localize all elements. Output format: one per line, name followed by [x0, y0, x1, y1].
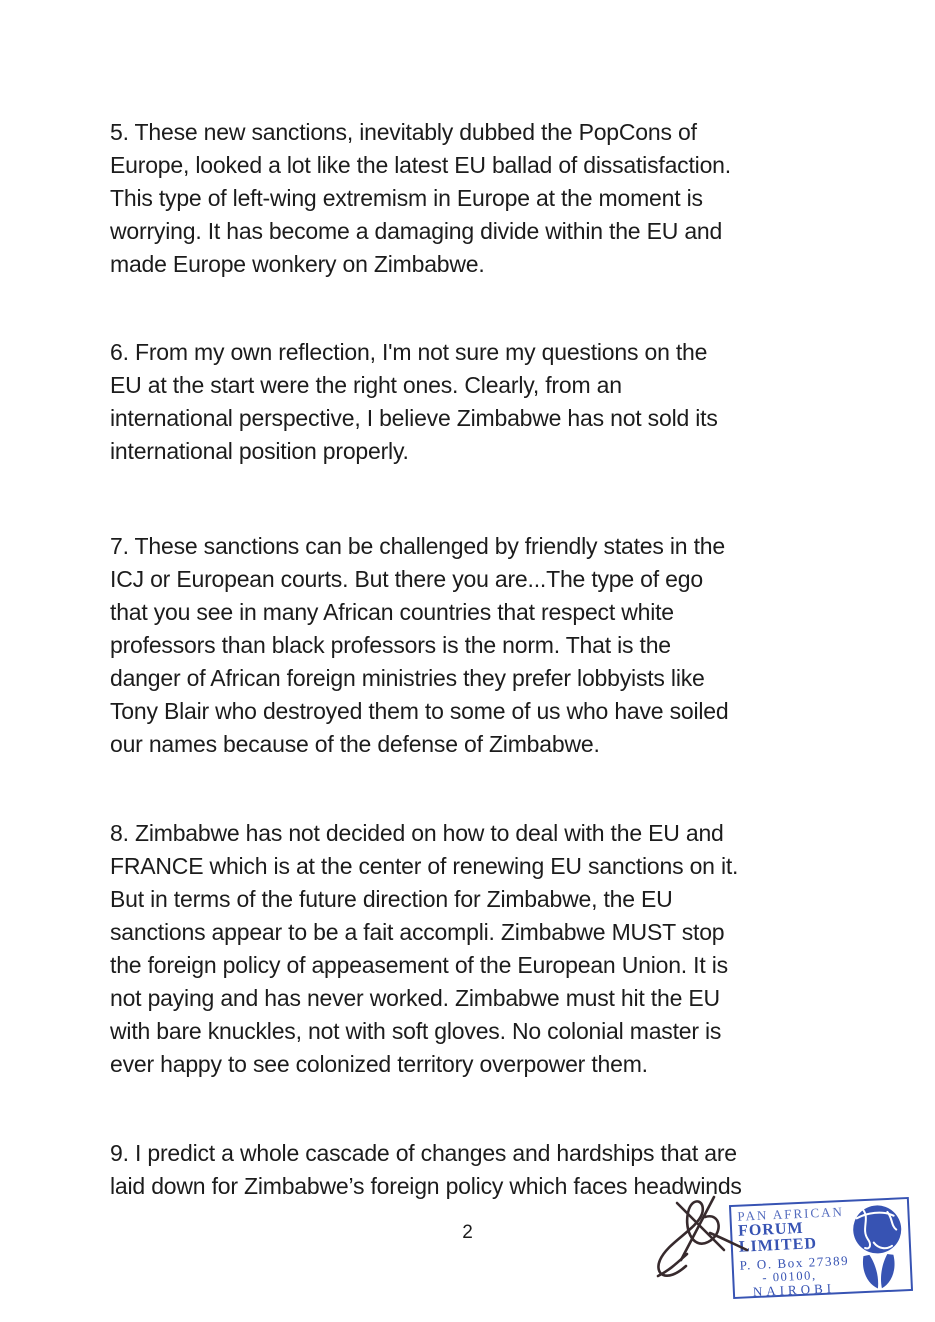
text-line: the foreign policy of appeasement of the European Union. It is	[110, 952, 728, 978]
text-line: ICJ or European courts. But there you are...The type of ego	[110, 566, 703, 592]
globe-with-leaves-icon	[847, 1199, 911, 1292]
paragraph-8	[110, 817, 738, 1081]
text-line: 7. These sanctions can be challenged by friendly states in the	[110, 533, 725, 559]
page-number: 2	[462, 1222, 473, 1243]
text-line: danger of African foreign ministries they prefer lobbyists like	[110, 665, 705, 691]
stamp-address-city: NAIROBI	[752, 1280, 836, 1300]
text-line: our names because of the defense of Zimbabwe.	[110, 731, 600, 757]
text-line: not paying and has never worked. Zimbabwe must hit the EU	[110, 985, 720, 1011]
text-line: made Europe wonkery on Zimbabwe.	[110, 251, 485, 277]
signature-scribble	[650, 1186, 750, 1290]
text-line: 8. Zimbabwe has not decided on how to deal with the EU and	[110, 820, 724, 846]
text-line: international perspective, I believe Zimbabwe has not sold its	[110, 405, 718, 431]
text-line: international position properly.	[110, 438, 409, 464]
text-line: with bare knuckles, not with soft gloves. No colonial master is	[110, 1018, 722, 1044]
text-line: sanctions appear to be a fait accompli. Zimbabwe MUST stop	[110, 919, 725, 945]
text-line: Europe, looked a lot like the latest EU ballad of dissatisfaction.	[110, 152, 731, 178]
text-line: that you see in many African countries that respect white	[110, 599, 674, 625]
stamp-address-pobox: P. O. Box 27389	[739, 1252, 850, 1273]
stamp-org-name-line1: PAN AFRICAN	[737, 1203, 845, 1224]
text-line: Tony Blair who destroyed them to some of us who have soiled	[110, 698, 729, 724]
paragraph-9	[110, 1137, 742, 1203]
text-line: worrying. It has become a damaging divide within the EU and	[110, 218, 723, 244]
text-line: professors than black professors is the norm. That is the	[110, 632, 671, 658]
text-line: 5. These new sanctions, inevitably dubbed the PopCons of	[110, 119, 697, 145]
stamp-org-name-line2: FORUM LIMITED	[737, 1219, 818, 1257]
text-line: But in terms of the future direction for Zimbabwe, the EU	[110, 886, 673, 912]
text-line: FRANCE which is at the center of renewing EU sanctions on it.	[110, 853, 739, 879]
text-line: laid down for Zimbabwe’s foreign policy which faces headwinds	[110, 1173, 742, 1199]
text-line: 9. I predict a whole cascade of changes and hardships that are	[110, 1140, 737, 1166]
text-line: EU at the start were the right ones. Clearly, from an	[110, 372, 622, 398]
text-line: 6. From my own reflection, I'm not sure my questions on the	[110, 339, 708, 365]
text-line: ever happy to see colonized territory overpower them.	[110, 1051, 648, 1077]
stamp-address-postcode: - 00100,	[761, 1268, 818, 1285]
text-line: This type of left-wing extremism in Europe at the moment is	[110, 185, 703, 211]
paragraph-5	[110, 116, 731, 281]
company-stamp	[729, 1197, 913, 1299]
paragraph-7	[110, 530, 728, 761]
paragraph-6	[110, 336, 718, 468]
